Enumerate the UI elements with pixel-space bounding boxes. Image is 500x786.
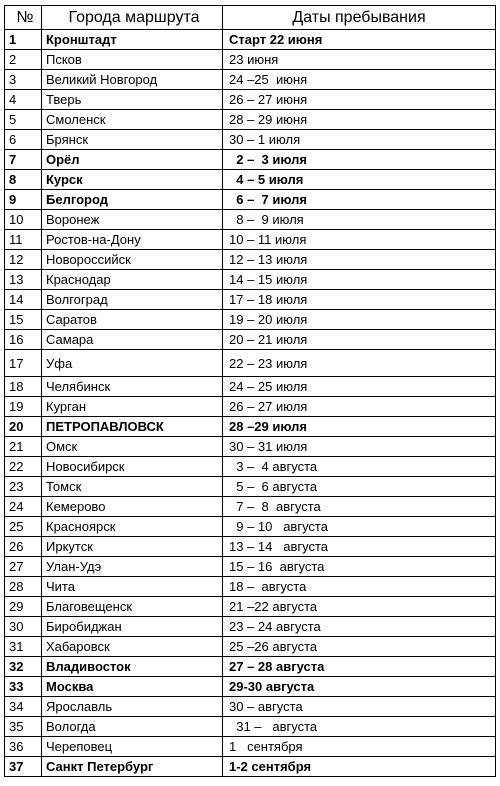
row-city: Ростов-на-Дону [42, 230, 223, 250]
row-dates: 30 – 31 июля [223, 437, 496, 457]
table-row [5, 170, 496, 190]
row-city: Великий Новгород [42, 70, 223, 90]
row-number: 31 [5, 637, 42, 657]
table-row [5, 190, 496, 210]
row-dates: 27 – 28 августа [223, 657, 496, 677]
row-city: Тверь [42, 90, 223, 110]
row-dates: 26 – 27 июля [223, 397, 496, 417]
row-number: 32 [5, 657, 42, 677]
row-number: 30 [5, 617, 42, 637]
table-row [5, 697, 496, 717]
row-city: Белгород [42, 190, 223, 210]
table-row [5, 737, 496, 757]
table-row [5, 617, 496, 637]
table-row [5, 270, 496, 290]
row-dates: 12 – 13 июля [223, 250, 496, 270]
table-row [5, 290, 496, 310]
row-number: 19 [5, 397, 42, 417]
row-number: 5 [5, 110, 42, 130]
row-city: Красноярск [42, 517, 223, 537]
row-city: Томск [42, 477, 223, 497]
table-row [5, 350, 496, 377]
row-city: Череповец [42, 737, 223, 757]
table-row [5, 637, 496, 657]
row-city: Хабаровск [42, 637, 223, 657]
row-dates: 8 – 9 июля [223, 210, 496, 230]
table-row [5, 150, 496, 170]
row-number: 1 [5, 30, 42, 50]
row-dates: 15 – 16 августа [223, 557, 496, 577]
row-number: 28 [5, 577, 42, 597]
table-row [5, 417, 496, 437]
row-city: Уфа [42, 350, 223, 377]
table-row [5, 30, 496, 50]
header-dates: Даты пребывания [223, 6, 496, 30]
row-number: 6 [5, 130, 42, 150]
row-dates: 1-2 сентября [223, 757, 496, 777]
table-row [5, 537, 496, 557]
row-city: Орёл [42, 150, 223, 170]
row-dates: 1 сентября [223, 737, 496, 757]
table-row [5, 397, 496, 417]
row-city: Курск [42, 170, 223, 190]
row-dates: 17 – 18 июля [223, 290, 496, 310]
table-row [5, 557, 496, 577]
row-number: 33 [5, 677, 42, 697]
row-city: Улан-Удэ [42, 557, 223, 577]
row-city: Волгоград [42, 290, 223, 310]
row-number: 3 [5, 70, 42, 90]
table-row [5, 717, 496, 737]
row-city: Биробиджан [42, 617, 223, 637]
table-row [5, 70, 496, 90]
row-city: Санкт Петербург [42, 757, 223, 777]
row-dates: 19 – 20 июля [223, 310, 496, 330]
row-number: 14 [5, 290, 42, 310]
row-dates: 29-30 августа [223, 677, 496, 697]
route-schedule [4, 5, 496, 777]
row-number: 4 [5, 90, 42, 110]
row-dates: 28 – 29 июня [223, 110, 496, 130]
table-row [5, 657, 496, 677]
table-row [5, 577, 496, 597]
row-city: Воронеж [42, 210, 223, 230]
row-number: 34 [5, 697, 42, 717]
row-dates: 13 – 14 августа [223, 537, 496, 557]
row-number: 27 [5, 557, 42, 577]
row-city: Брянск [42, 130, 223, 150]
header-number: № [5, 6, 42, 30]
row-city: Курган [42, 397, 223, 417]
row-number: 11 [5, 230, 42, 250]
row-number: 16 [5, 330, 42, 350]
table-row [5, 310, 496, 330]
row-dates: 21 –22 августа [223, 597, 496, 617]
row-city: Владивосток [42, 657, 223, 677]
row-dates: 31 – августа [223, 717, 496, 737]
row-dates: 30 – августа [223, 697, 496, 717]
route-table [4, 5, 496, 777]
row-number: 26 [5, 537, 42, 557]
row-city: Саратов [42, 310, 223, 330]
row-city: Челябинск [42, 377, 223, 397]
row-dates: 23 июня [223, 50, 496, 70]
row-number: 24 [5, 497, 42, 517]
row-number: 7 [5, 150, 42, 170]
row-dates: 25 –26 августа [223, 637, 496, 657]
row-city: Смоленск [42, 110, 223, 130]
table-row [5, 457, 496, 477]
row-city: Благовещенск [42, 597, 223, 617]
row-city: Псков [42, 50, 223, 70]
row-dates: 7 – 8 августа [223, 497, 496, 517]
table-row [5, 330, 496, 350]
row-number: 20 [5, 417, 42, 437]
row-dates: 5 – 6 августа [223, 477, 496, 497]
row-city: Ярославль [42, 697, 223, 717]
row-number: 17 [5, 350, 42, 377]
table-row [5, 677, 496, 697]
row-dates: 28 –29 июля [223, 417, 496, 437]
table-row [5, 517, 496, 537]
row-dates: 10 – 11 июля [223, 230, 496, 250]
row-city: Чита [42, 577, 223, 597]
table-row [5, 597, 496, 617]
row-dates: 24 – 25 июля [223, 377, 496, 397]
row-number: 2 [5, 50, 42, 70]
table-header-row [5, 6, 496, 30]
row-city: Омск [42, 437, 223, 457]
row-dates: 2 – 3 июля [223, 150, 496, 170]
row-city: Новосибирск [42, 457, 223, 477]
row-city: Краснодар [42, 270, 223, 290]
header-city: Города маршрута [42, 6, 223, 30]
row-number: 29 [5, 597, 42, 617]
row-city: Кронштадт [42, 30, 223, 50]
row-dates: 20 – 21 июля [223, 330, 496, 350]
table-row [5, 477, 496, 497]
row-number: 8 [5, 170, 42, 190]
table-row [5, 90, 496, 110]
row-number: 23 [5, 477, 42, 497]
table-row [5, 50, 496, 70]
row-number: 13 [5, 270, 42, 290]
row-number: 15 [5, 310, 42, 330]
row-city: ПЕТРОПАВЛОВСК [42, 417, 223, 437]
row-number: 10 [5, 210, 42, 230]
row-city: Москва [42, 677, 223, 697]
table-row [5, 437, 496, 457]
row-dates: 30 – 1 июля [223, 130, 496, 150]
table-row [5, 210, 496, 230]
table-row [5, 230, 496, 250]
row-dates: 14 – 15 июля [223, 270, 496, 290]
row-dates: 22 – 23 июля [223, 350, 496, 377]
row-dates: 24 –25 июня [223, 70, 496, 90]
row-number: 9 [5, 190, 42, 210]
row-city: Новороссийск [42, 250, 223, 270]
row-dates: 3 – 4 августа [223, 457, 496, 477]
row-number: 21 [5, 437, 42, 457]
row-number: 25 [5, 517, 42, 537]
row-number: 36 [5, 737, 42, 757]
row-dates: 18 – августа [223, 577, 496, 597]
row-dates: 23 – 24 августа [223, 617, 496, 637]
row-number: 12 [5, 250, 42, 270]
table-row [5, 377, 496, 397]
row-city: Кемерово [42, 497, 223, 517]
table-body [5, 30, 496, 777]
row-dates: 9 – 10 августа [223, 517, 496, 537]
table-row [5, 497, 496, 517]
table-row [5, 757, 496, 777]
table-row [5, 110, 496, 130]
row-city: Вологда [42, 717, 223, 737]
table-row [5, 130, 496, 150]
row-number: 22 [5, 457, 42, 477]
row-number: 18 [5, 377, 42, 397]
row-city: Иркутск [42, 537, 223, 557]
row-city: Самара [42, 330, 223, 350]
table-row [5, 250, 496, 270]
row-number: 35 [5, 717, 42, 737]
row-dates: 6 – 7 июля [223, 190, 496, 210]
row-dates: Старт 22 июня [223, 30, 496, 50]
row-dates: 4 – 5 июля [223, 170, 496, 190]
row-dates: 26 – 27 июня [223, 90, 496, 110]
row-number: 37 [5, 757, 42, 777]
